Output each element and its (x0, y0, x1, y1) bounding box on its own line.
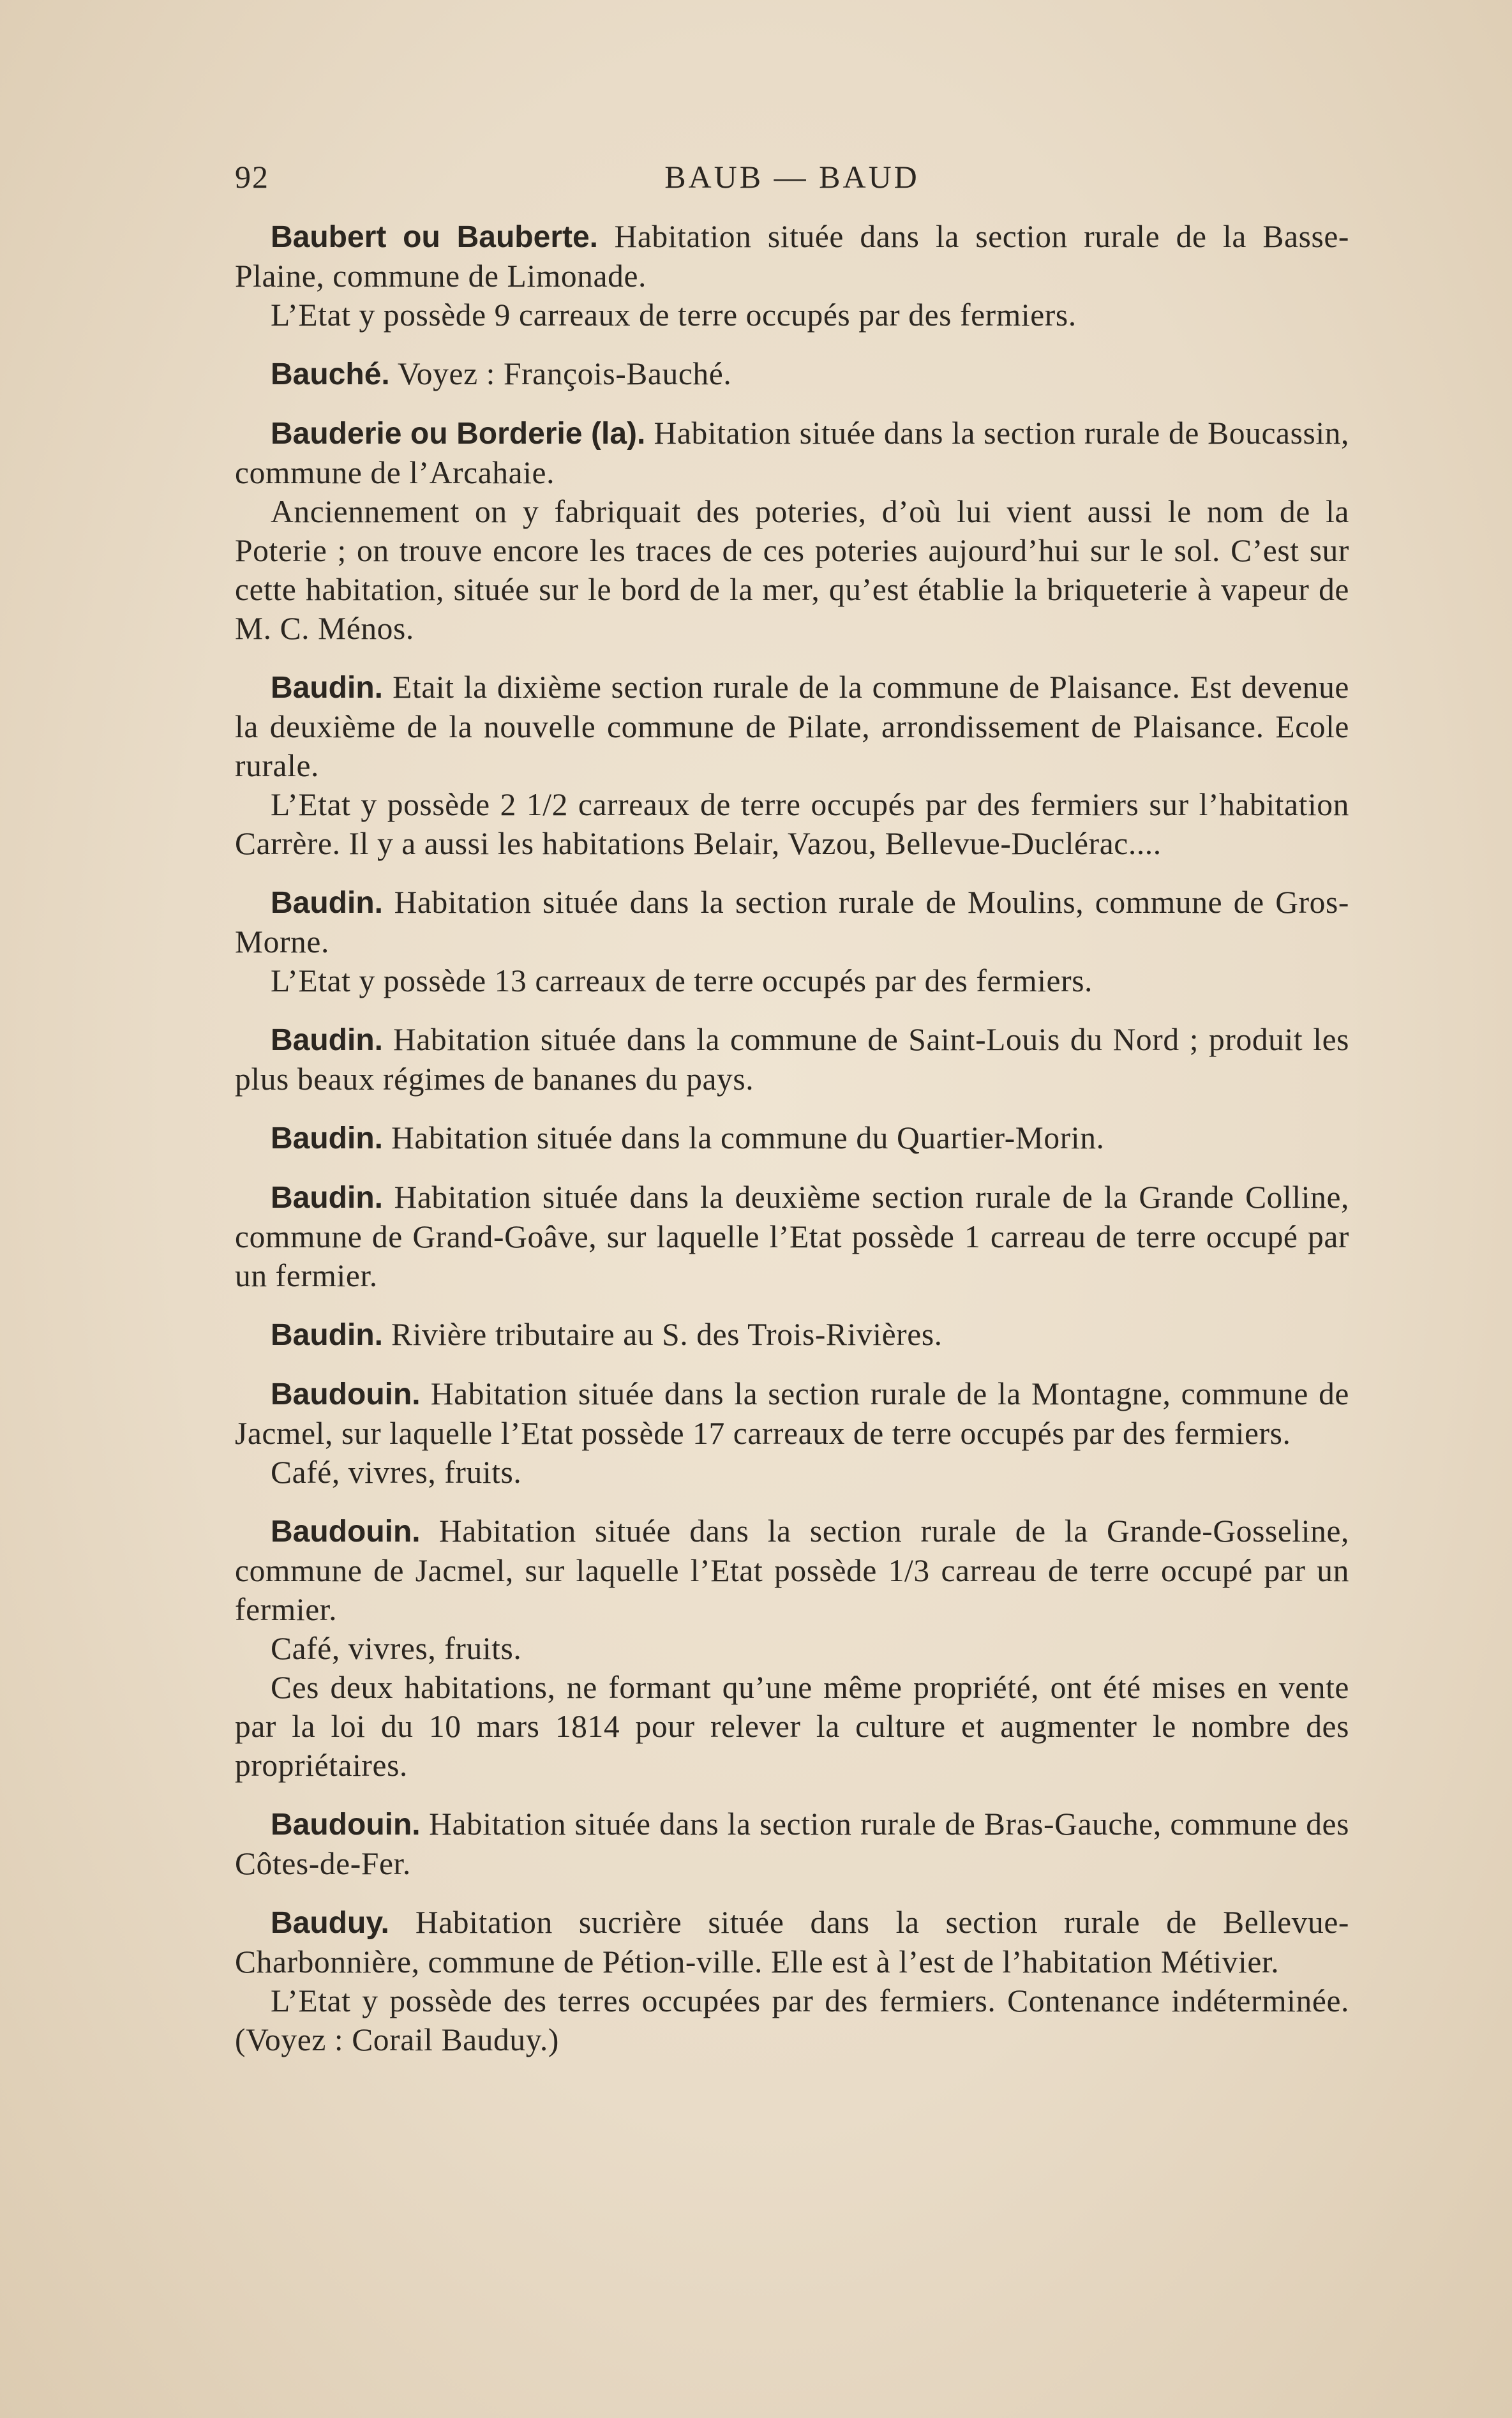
entry-first-paragraph (235, 414, 1349, 492)
dictionary-entry (235, 668, 1349, 863)
paragraph-text: Habitation située dans la deuxième section rurale de la Grande Colline, commune de Grand-Goâve, sur laquelle l’Etat possède 1 carreau de terre occupé par un fermier. (235, 1180, 1349, 1293)
entry-first-paragraph (235, 1315, 1349, 1355)
dictionary-entry (235, 1512, 1349, 1785)
entry-first-paragraph (235, 1512, 1349, 1629)
paragraph-text: Habitation située dans la section rurale de la Montagne, commune de Jacmel, sur laquelle l’Etat possède 17 carreaux de terre occupés par des fermiers. (235, 1376, 1349, 1451)
dictionary-entry (235, 1374, 1349, 1492)
page-number: 92 (235, 159, 269, 195)
entry-paragraph (235, 1453, 1349, 1492)
paragraph-text: Habitation située dans la section rurale de Bras-Gauche, commune des Côtes-de-Fer. (235, 1806, 1349, 1881)
paragraph-text: Café, vivres, fruits. (271, 1455, 522, 1490)
paragraph-text: Habitation située dans la section rurale de la Basse-Plaine, commune de Limonade. (235, 219, 1350, 294)
entry-first-paragraph (235, 1020, 1349, 1099)
entry-term: Bauché. (271, 357, 390, 391)
paragraph-text: Voyez : François-Bauché. (397, 356, 732, 391)
entry-first-paragraph (235, 883, 1349, 961)
paragraph-text: Habitation sucrière située dans la section rurale de Bellevue-Charbonnière, commune de Pétion-ville. Elle est à l’est de l’habitation Métivier. (235, 1905, 1349, 1979)
entry-first-paragraph (235, 668, 1349, 785)
dictionary-entry (235, 883, 1349, 1000)
paragraph-text: Habitation située dans la section rurale de Boucassin, commune de l’Arcahaie. (235, 416, 1350, 490)
entry-paragraph (235, 1629, 1349, 1668)
entry-term: Baudin. (271, 1318, 383, 1352)
entry-paragraph (235, 296, 1349, 334)
entry-paragraph (235, 1668, 1349, 1785)
entry-first-paragraph (235, 354, 1349, 394)
entry-paragraph (235, 961, 1349, 1000)
entry-term: Baudouin. (271, 1515, 421, 1549)
paragraph-text: L’Etat y possède 9 carreaux de terre occupés par des fermiers. (271, 297, 1077, 333)
dictionary-entries (235, 217, 1349, 2079)
paragraph-text: Etait la dixième section rurale de la commune de Plaisance. Est devenue la deuxième de la nouvelle commune de Pilate, arrondissement de Plaisance. Ecole rurale. (235, 670, 1350, 783)
paragraph-text: L’Etat y possède des terres occupées par des fermiers. Contenance indéterminée. (Voyez : Corail Bauduy.) (235, 1983, 1349, 2057)
entry-term: Baudin. (271, 1023, 383, 1057)
entry-term: Baudin. (271, 671, 383, 705)
paragraph-text: Habitation située dans la commune du Quartier-Morin. (391, 1120, 1105, 1155)
paragraph-text: Anciennement on y fabriquait des poteries, d’où lui vient aussi le nom de la Poterie ; on trouve encore les traces de ces poteries aujourd’hui sur le sol. C’est sur cette habitation, située sur le bord de la mer, qu’est établie la briqueterie à vapeur de M. C. Ménos. (235, 494, 1349, 646)
entry-first-paragraph (235, 1118, 1349, 1158)
paragraph-text: Habitation située dans la section rurale de la Grande-Gosseline, commune de Jacmel, sur laquelle l’Etat possède 1/3 carreau de terre occupé par un fermier. (235, 1513, 1349, 1627)
page-header (235, 158, 1349, 203)
entry-term: Bauderie ou Borderie (la). (271, 417, 646, 451)
dictionary-entry (235, 1178, 1349, 1295)
entry-term: Baudin. (271, 886, 383, 920)
entry-first-paragraph (235, 1903, 1349, 1981)
dictionary-entry (235, 1020, 1349, 1099)
dictionary-entry (235, 414, 1349, 648)
entry-term: Baubert ou Bauberte. (271, 220, 599, 254)
dictionary-entry (235, 1315, 1349, 1355)
paragraph-text: Habitation située dans la section rurale de Moulins, commune de Gros-Morne. (235, 885, 1349, 959)
entry-term: Baudin. (271, 1122, 383, 1155)
dictionary-entry (235, 1118, 1349, 1158)
entry-first-paragraph (235, 217, 1349, 296)
entry-term: Bauduy. (271, 1906, 389, 1940)
dictionary-entry (235, 1903, 1349, 2059)
entry-first-paragraph (235, 1805, 1349, 1883)
dictionary-entry (235, 1805, 1349, 1883)
dictionary-entry (235, 217, 1349, 334)
dictionary-entry (235, 354, 1349, 394)
paragraph-text: Café, vivres, fruits. (271, 1631, 522, 1666)
paragraph-text: L’Etat y possède 13 carreaux de terre occupés par des fermiers. (271, 963, 1093, 998)
paragraph-text: Ces deux habitations, ne formant qu’une même propriété, ont été mises en vente par la loi du 10 mars 1814 pour relever la culture et augmenter le nombre des propriétaires. (235, 1670, 1349, 1783)
entry-paragraph (235, 785, 1349, 863)
entry-first-paragraph (235, 1178, 1349, 1295)
paragraph-text: L’Etat y possède 2 1/2 carreaux de terre occupés par des fermiers sur l’habitation Carrère. Il y a aussi les habitations Belair, Vazou, Bellevue-Duclérac.... (235, 787, 1349, 861)
entry-paragraph (235, 1981, 1349, 2059)
entry-term: Baudouin. (271, 1378, 421, 1411)
entry-term: Baudin. (271, 1181, 383, 1215)
paragraph-text: Habitation située dans la commune de Saint-Louis du Nord ; produit les plus beaux régimes de bananes du pays. (235, 1022, 1350, 1097)
entry-term: Baudouin. (271, 1808, 421, 1842)
entry-first-paragraph (235, 1374, 1349, 1453)
paragraph-text: Rivière tributaire au S. des Trois-Rivières. (391, 1317, 943, 1352)
running-head: BAUB — BAUD (664, 159, 920, 195)
entry-paragraph (235, 492, 1349, 648)
